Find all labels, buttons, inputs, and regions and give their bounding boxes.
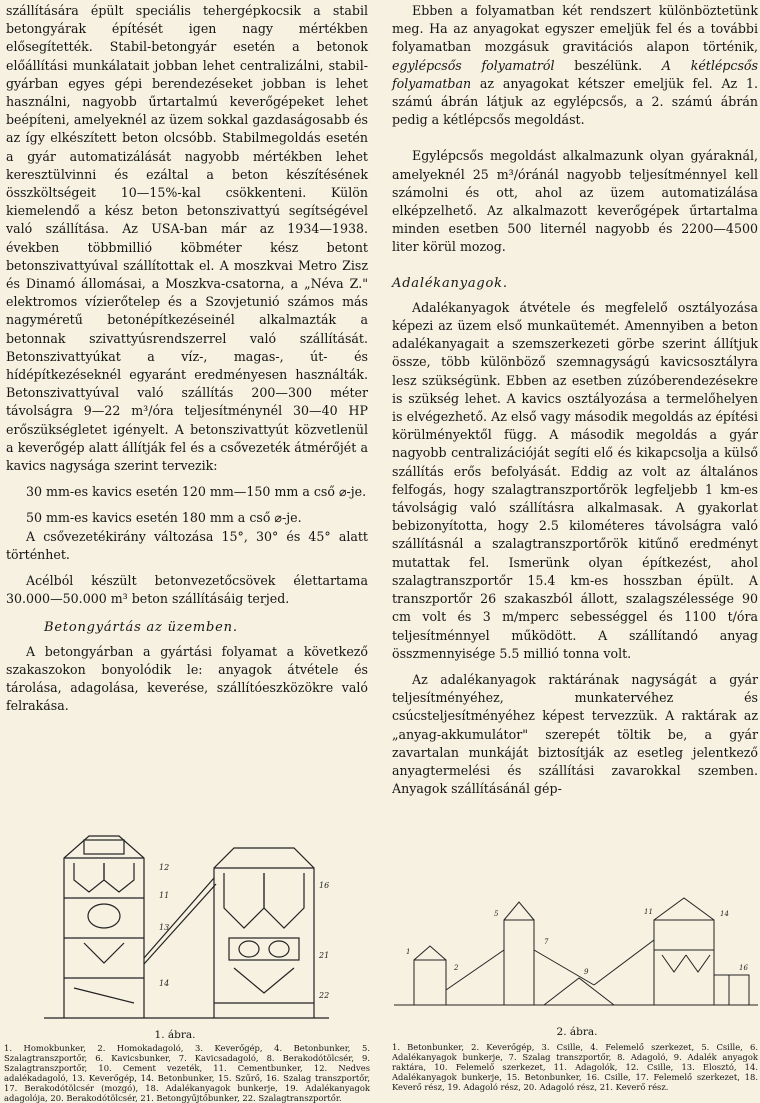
figure-2-caption: 1. Betonbunker, 2. Keverőgép, 3. Csille, 4. Felemelő szerkezet, 5. Csille, 6. Adalékanyagok bunkerje, 7. Szalag transzportőr, 8. Adagoló, 9. Adalék anyagok raktára, 10. Felemelő szerkezet, 11. Adagolók, 12. Csille, 13. Elosztó, 14. Adalékanyagok bunkerje, 15. Betonbunker, 16. Csille, 17. Felemelő szerkezet, 18. Keverő rész, 19. Adagoló rész, 20. Adagoló rész, 21. Keverő rész.	[392, 1042, 758, 1092]
figure-1-caption: 1. Homokbunker, 2. Homokadagoló, 3. Keverőgép, 4. Betonbunker, 5. Szalagtranszportőr, 6. Kavicsbunker, 7. Kavicsadagoló, 8. Berakodótölcsér, 9. Szalagtranszportőr, 10. Cement vezeték, 11. Cementbunker, 12. Nedves adalékadagoló, 13. Keverőgép, 14. Betonbunker, 15. Szűrő, 16. Szalag transzportőr, 17. Berakodótölcsér (mozgó), 18. Adalékanyagok bunkerje, 19. Adalékanyagok adagolója, 20. Berakodótölcsér, 21. Betongyűjtőbunker, 22. Szalagtranszportőr.	[4, 1043, 370, 1103]
left-paragraph-2: 30 mm-es kavics esetén 120 mm—150 mm a cső ⌀-je.	[26, 484, 367, 500]
figure-2-callout: 11	[644, 908, 653, 916]
left-paragraph-1: szállítására épült speciális tehergépkocsik a stabil betongyárak építését igen nagy mértékben elősegítették. Stabil-betongyár esetén a betonok előállítási munkálatait jobban lehet centralizálni, stabil-gyárban egyes gépi berendezéseket jobban is lehet használni, nagyobb űrtartalmú keverőgépeket lehet beépíteni, amelyeknél az üzem sokkal gazdaságosabb és az így elkészített beton olcsóbb. Stabilmegoldás esetén a gyár automatizálását nagyobb mértékben lehet keresztülvinni és ezáltal a beton készítésének összköltségeit 10—15%-kal csökkenteni. Külön kiemelendő a kész beton betonszivattyú segítségével való szállítása. Az USA-ban már az 1934—1938. években többmillió köbméter kész betont betonszivattyúval szállítottak el. A moszkvai Metro Zisz és Dinamó állomásai, a Moszkva-csatorna, a „Néva Z." elektromos vízierőtelep és a Szovjetunió számos más nagyméretű betonépítkezéseinél alkalmazták a betonnak szivattyúsrendszerrel való szállítását. Betonszivattyúkat a víz-, magas-, út- és hídépítkezéseknél egyaránt eredményesen használták. Betonszivattyúval való szállítás 200—300 méter távolságra 9—22 m³/óra teljesítménynél 30—40 HP erőszükségletet igényelt. A betonszivattyút közvetlenül a keverőgép alatt állítják fel és a csővezeték átmérőjét a kavics nagysága szerint tervezik:	[6, 3, 368, 474]
right-paragraph-3: Adalékanyagok átvétele és megfelelő osztályozása képezi az üzem első munkaütemét. Amennyiben a beton adalékanyagait a szemszerkezeti görbe szerint állítjuk össze, több különböző szemnagyságú kavicsosztályra lesz szükségünk. Ebben az esetben zúzóberendezésekre is szükség lehet. A kavics osztályozása a termelőhelyen is elvégezhető. Az első vagy második megoldás az építési körülményektől függ. A második megoldás a gyár nagyobb centralizációját segíti elő és kikapcsolja a külső szállítás erős befolyását. Eddig az volt az általános felfogás, hogy szalagtranszportőrök legfeljebb 1 km-es távolságig való szállításra alkalmasak. A gyakorlat bebizonyította, hogy 2.5 kilométeres távolságra való szállításnál a szalagtranszportőrök kitűnő eredményt mutattak fel. Ismerünk olyan építkezést, ahol szalagtranszportőr 15.4 km-es hosszban épült. A transzportőr 26 szakaszból állott, szalagszélessége 90 cm volt és 3 m/mperc sebességgel és 1100 t/óra teljesítménnyel működött. A szállítandó anyag összmennyisége 5.5 millió tonna volt.	[392, 299, 758, 661]
right-paragraph-1-start: Ebben a folyamatban két rendszert különböztetünk meg. Ha az anyagokat egyszer emeljük fel és a további folyamatban mozgásuk gravitációs alapon történik,	[392, 3, 758, 55]
section-heading-adalekanyagok: Adalékanyagok.	[392, 275, 508, 291]
figure-2-drawing	[394, 880, 758, 1020]
figure-1-callout: 11	[159, 891, 170, 900]
figure-1-callout: 16	[319, 881, 330, 890]
left-paragraph-6: A betongyárban a gyártási folyamat a következő szakaszokon bonyolódik le: anyagok átvétele és tárolása, adagolása, keverése, szállítóeszközökre való felrakása.	[6, 643, 368, 714]
right-column	[392, 2, 758, 798]
term-egylepcsos: egylépcsős folyamatról	[392, 57, 555, 73]
right-paragraph-4: Az adalékanyagok raktárának nagyságát a gyár teljesítményéhez, munkatervéhez és csúcsteljesítményéhez képest tervezzük. A raktárak az „anyag-akkumulátor" szerepét töltik be, a gyár zavartalan munkáját biztosítják az esetleg jelentkező anyagtermelési és szállítási zavarokkal szemben. Anyagok szállításánál gép-	[392, 671, 758, 797]
figure-2-callout: 16	[739, 964, 748, 972]
figure-1-label: 1. ábra.	[154, 1029, 196, 1041]
figure-2-label: 2. ábra.	[556, 1026, 598, 1038]
left-paragraph-3: 50 mm-es kavics esetén 180 mm a cső ⌀-je.	[26, 510, 302, 526]
left-column	[6, 2, 368, 716]
left-paragraph-5: Acélból készült betonvezetőcsövek élettartama 30.000—50.000 m³ beton szállításáig terjed.	[6, 573, 368, 607]
left-paragraph-4: A csővezetékirány változása 15°, 30° és 45° alatt történhet.	[6, 528, 368, 562]
figure-2-callout: 7	[544, 938, 549, 946]
figure-2-callout: 9	[584, 968, 589, 976]
figure-2-callout: 1	[406, 948, 411, 956]
figure-2-callout: 5	[494, 910, 499, 918]
figure-1-callout: 13	[159, 923, 170, 932]
right-paragraph-1-end: az anyagokat kétszer emeljük fel. Az 1. számú ábrán látjuk az egylépcsős, a 2. számú ábrán pedig a kétlépcsős megoldást.	[392, 75, 758, 128]
right-paragraph-1	[392, 2, 758, 129]
figure-1-callout: 22	[319, 991, 330, 1000]
figure-2-callout: 14	[720, 910, 729, 918]
section-heading-betongyartas: Betongyártás az üzemben.	[44, 619, 238, 635]
right-paragraph-1-mid: beszélünk.	[554, 57, 662, 73]
figure-1-drawing	[34, 818, 334, 1028]
figure-1-callout: 21	[319, 951, 330, 960]
figure-1-callout: 12	[159, 863, 170, 872]
figure-2-callout: 2	[454, 964, 459, 972]
right-paragraph-2: Egylépcsős megoldást alkalmazunk olyan gyáraknál, amelyeknél 25 m³/óránál nagyobb teljesítménnyel kell számolni és ott, ahol az üzem automatizálása elképzelhető. Az alkalmazott keverőgépek űrtartalma minden esetben 500 liternél nagyobb és 2200—4500 liter körül mozog.	[392, 148, 758, 255]
term-ketlepcsos: A kétlépcsős folyamatban	[392, 57, 758, 91]
figure-1-callout: 14	[159, 979, 170, 988]
